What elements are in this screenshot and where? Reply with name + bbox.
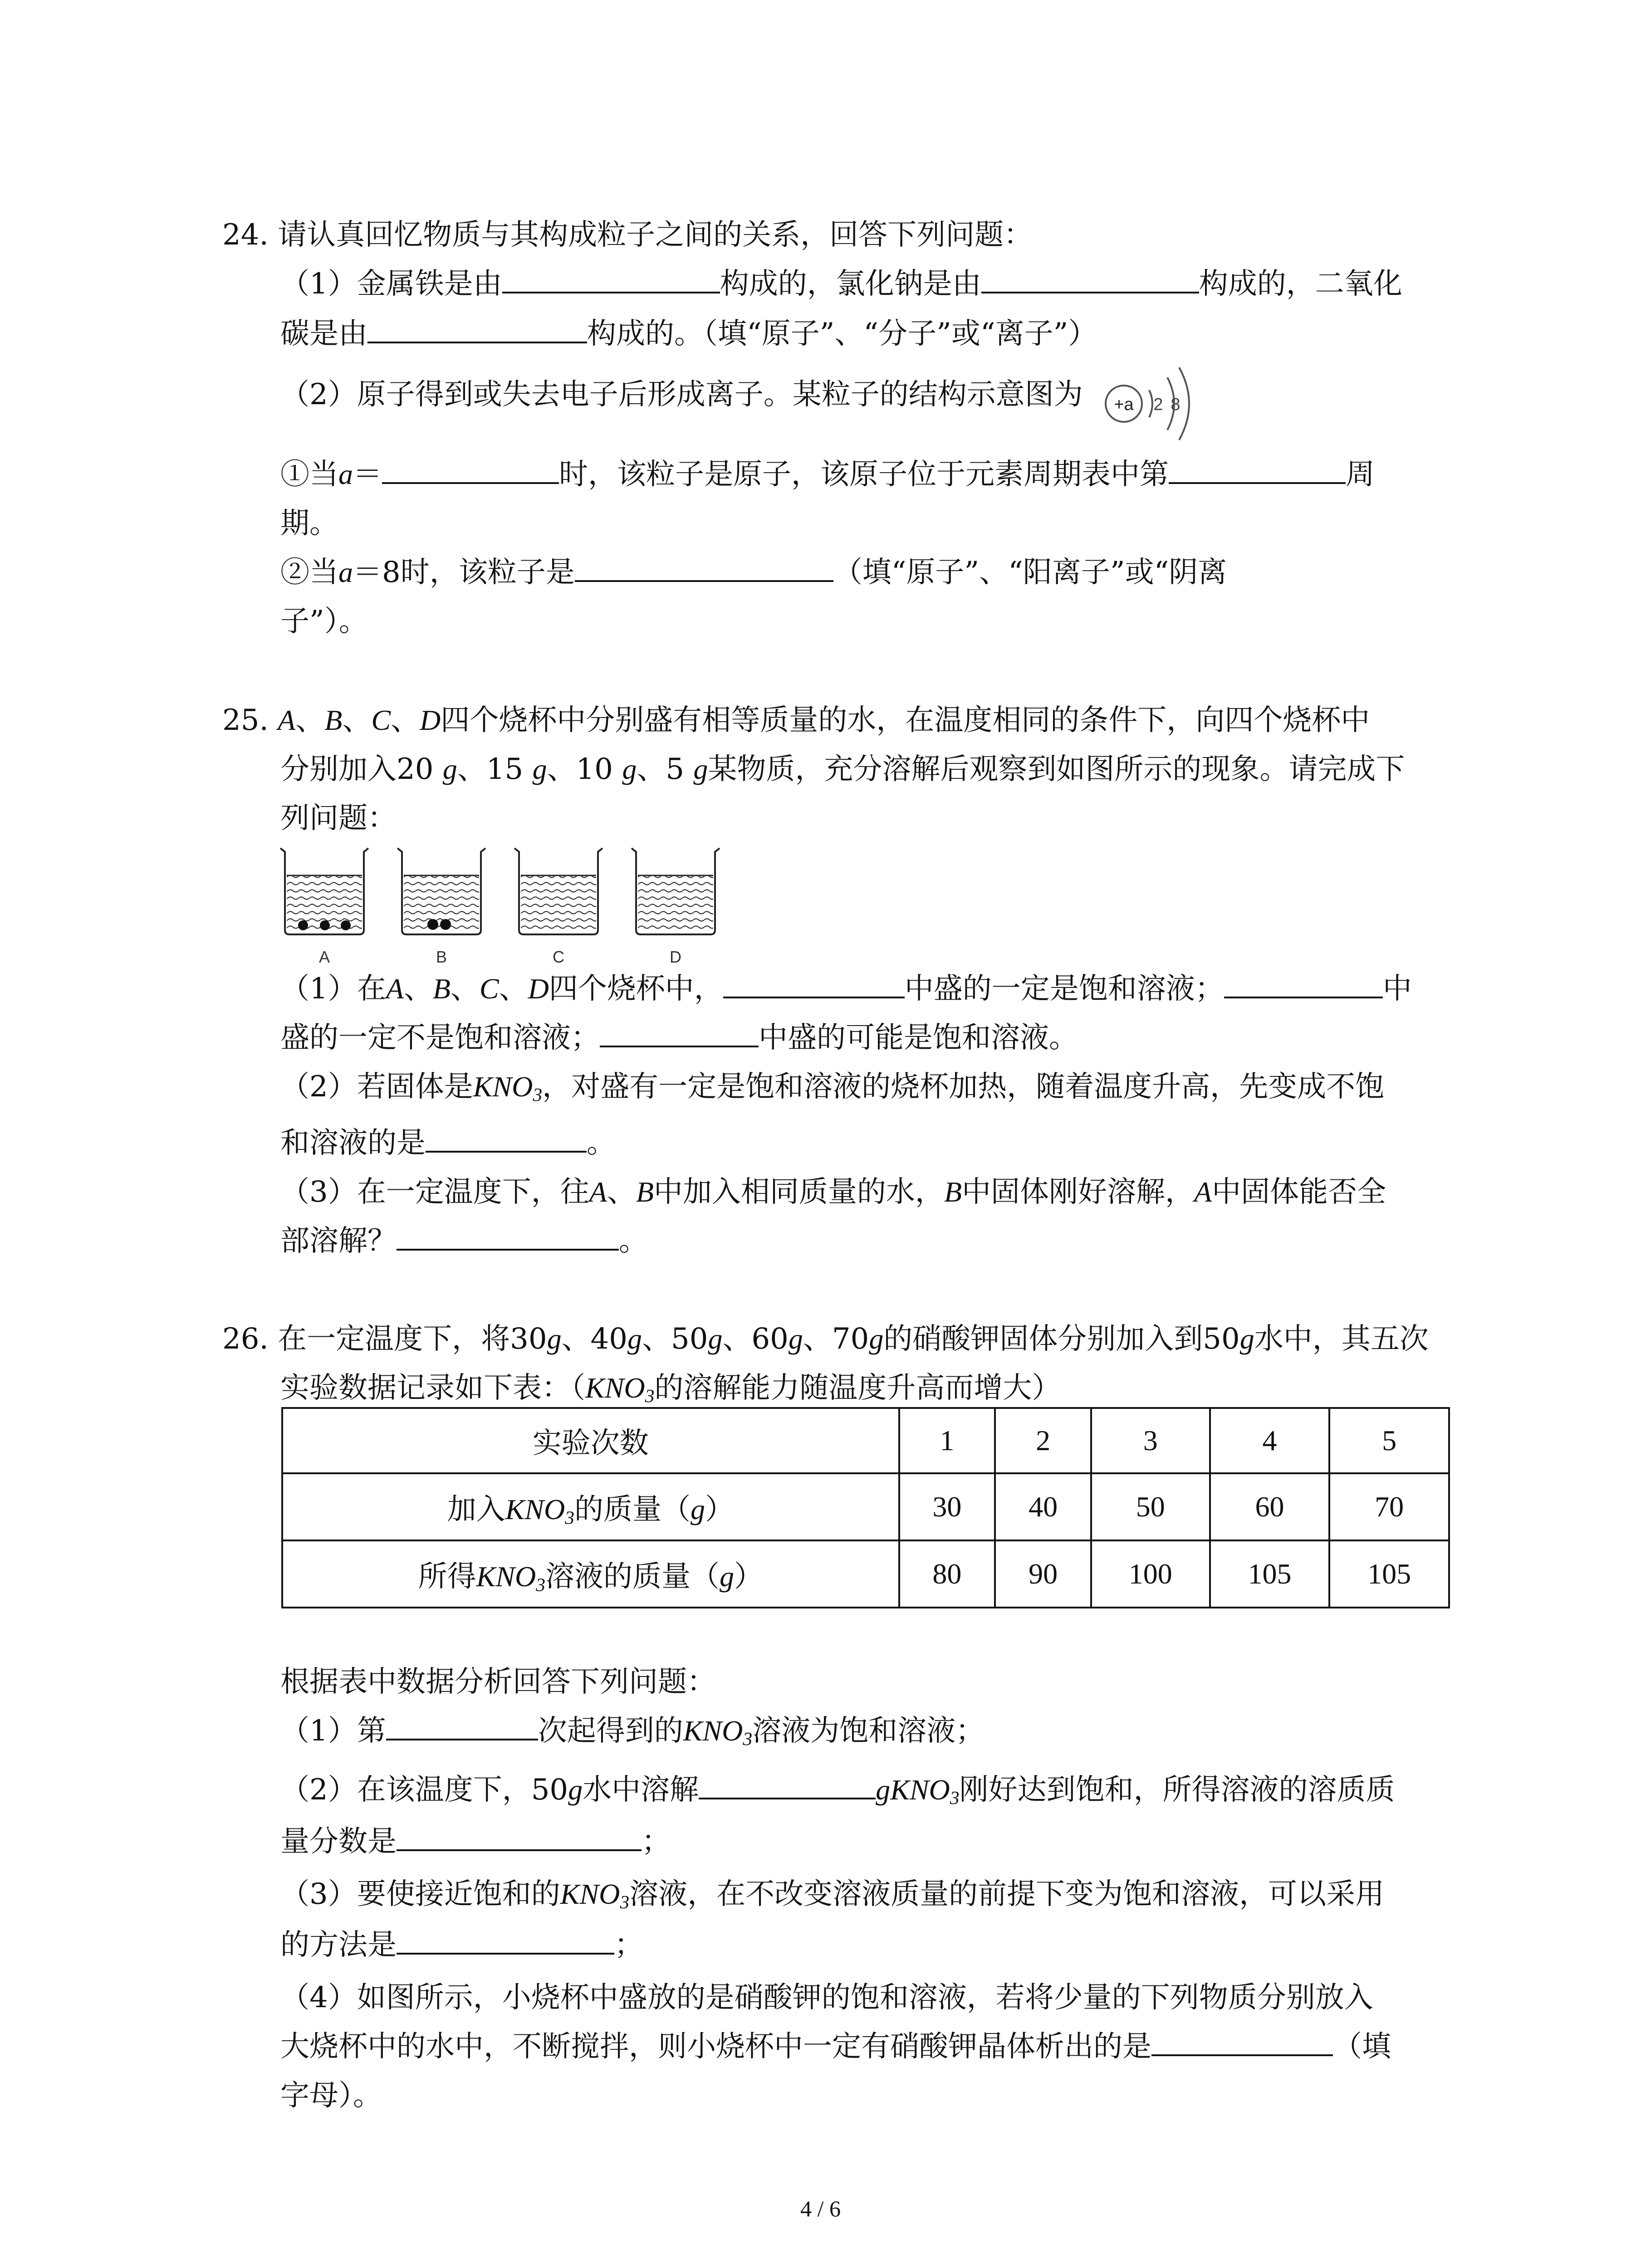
q24-blank-nacl[interactable] [981,262,1199,293]
q25-part3-line1: （3）在一定温度下，往A、B中加入相同质量的水，B中固体刚好溶解，A中固体能否全 [280,1175,1386,1209]
q24-number: 24. [222,218,269,252]
q25-part3-line2: 部溶解？ 。 [280,1218,648,1264]
q24-part1-line1: （1）金属铁是由 构成的，氯化钠是由 构成的，二氧化 [280,261,1402,307]
table-trial-3: 3 [1091,1408,1210,1473]
q25-part1-line1: （1）在A、B、C、D四个烧杯中， 中盛的一定是饱和溶液； 中 [280,966,1412,1012]
table-cell: 40 [995,1473,1091,1540]
beaker-a-solid-1 [298,920,308,930]
beaker-b-solid-1 [427,919,438,930]
q25-part1-line2: 盛的一定不是饱和溶液； 中盛的可能是饱和溶液。 [280,1015,1078,1061]
q25-blank-first-unsaturated[interactable] [426,1121,587,1153]
beaker-a-label: A [318,948,330,966]
q24-sub1-line2: 期。 [280,507,338,540]
q26-blank-trial-number[interactable] [386,1709,538,1740]
q25-number: 25. [222,704,269,737]
q25-blank-unsaturated[interactable] [1224,967,1383,998]
diagram-shell2-label: 8 [1171,395,1181,414]
q25-part2-line1: （2）若固体是$KNO_3$，对盛有一定是饱和溶液的烧杯加热，随着温度升高，先变成不饱 [280,1070,1385,1105]
beaker-d [632,848,720,966]
experiment-data-table [281,1407,1450,1608]
diagram-nucleus-label: +a [1114,395,1134,414]
table-row-label: 加入$KNO_3$的质量（g） [282,1473,899,1540]
table-cell: 50 [1091,1473,1210,1540]
q24-sub1-line1: ①当a＝ 时，该粒子是原子，该原子位于元素周期表中第 周 [280,452,1375,497]
table-trial-4: 4 [1210,1408,1330,1473]
q26-intro-line: 根据表中数据分析回答下列问题： [280,1665,716,1699]
q26-part2-line2: 量分数是 ； [280,1819,671,1864]
q24-sub2-line1: ②当a＝8时，该粒子是 （填“原子”、“阳离子”或“阴离 [280,550,1227,595]
q26-part2-line1: （2）在该温度下，50g水中溶解 gKNO$_3$刚好达到饱和，所得溶液的溶质质 [280,1767,1395,1813]
q26-blank-method[interactable] [397,1923,614,1955]
table-row-label: 所得$KNO_3$溶液的质量（g） [282,1540,899,1608]
beaker-b-solid-2 [440,919,451,930]
q24-blank-particle-type[interactable] [575,550,833,582]
q26-number: 26. [222,1322,269,1356]
table-row-added-mass [282,1473,1449,1540]
q25-line1: 25. A、B、C、D四个烧杯中分别盛有相等质量的水，在温度相同的条件下，向四个烧杯中 [222,704,1370,737]
q26-part3-line2: 的方法是 ； [280,1922,643,1968]
beaker-c [514,848,603,966]
q24-stem-line [222,212,1033,258]
q24-part1-line2: 碳是由 构成的。（填“原子”、“分子”或“离子”） [280,311,1097,357]
q24-part2-line: （2）原子得到或失去电子后形成离子。某粒子的结构示意图为 [280,378,1083,411]
q26-part3-line1: （3）要使接近饱和的$KNO_3$溶液，在不改变溶液质量的前提下变为饱和溶液，可以采用 [280,1877,1385,1913]
q26-part4-line1: （4）如图所示，小烧杯中盛放的是硝酸钾的饱和溶液，若将少量的下列物质分别放入 [280,1981,1373,2014]
table-cell: 60 [1210,1473,1330,1540]
atom-structure-diagram [1100,358,1205,449]
beaker-b [397,848,485,966]
diagram-shell1-label: 2 [1153,395,1163,414]
q24-blank-co2[interactable] [367,312,587,343]
table-cell: 105 [1329,1540,1449,1608]
table-header-row [282,1408,1449,1473]
q25-blank-maybe-saturated[interactable] [600,1016,759,1047]
q24-blank-a-value[interactable] [382,452,559,484]
q25-line3: 列问题： [280,802,397,835]
page-number: 4 / 6 [800,2196,841,2221]
table-trial-5: 5 [1329,1408,1449,1473]
beaker-d-label: D [670,948,681,966]
q26-part4-line3: 字母）。 [280,2079,382,2112]
table-cell: 105 [1210,1540,1330,1608]
q24-blank-iron[interactable] [502,262,720,293]
q26-part1-line: （1）第 次起得到的$KNO_3$溶液为饱和溶液； [280,1708,985,1754]
table-cell: 100 [1091,1540,1210,1608]
q25-blank-dissolve[interactable] [397,1219,619,1251]
beaker-b-label: B [436,948,447,966]
beaker-c-label: C [553,948,564,966]
q24-blank-period[interactable] [1169,452,1346,484]
table-row-solution-mass [282,1540,1449,1608]
q26-blank-dissolved-mass[interactable] [699,1768,876,1799]
table-cell: 90 [995,1540,1091,1608]
q26-part4-line2: 大烧杯中的水中，不断搅拌，则小烧杯中一定有硝酸钾晶体析出的是 （填 [280,2024,1391,2069]
q24-stem: 请认真回忆物质与其构成粒子之间的关系，回答下列问题： [278,218,1033,252]
q24-sub2-line2: 子”）。 [280,605,368,638]
q25-part2-line2: 和溶液的是 。 [280,1120,616,1166]
q26-line2: 实验数据记录如下表：（$KNO_3$的溶解能力随温度升高而增大） [280,1371,1061,1407]
table-cell: 80 [899,1540,995,1608]
q26-blank-mass-fraction[interactable] [397,1819,642,1851]
beakers-figure [277,844,726,975]
table-cell: 70 [1329,1473,1449,1540]
q25-line2: 分别加入20 g、15 g、10 g、5 g某物质，充分溶解后观察到如图所示的现象。请完成下 [280,753,1405,786]
q25-blank-saturated[interactable] [723,967,905,998]
table-trial-1: 1 [899,1408,995,1473]
beaker-a [280,848,368,966]
beaker-a-solid-3 [341,920,351,930]
table-cell: 30 [899,1473,995,1540]
q26-line1: 26. 在一定温度下，将30g、40g、50g、60g、70g的硝酸钾固体分别加入到50g水中，其五次 [222,1322,1429,1356]
table-trial-2: 2 [995,1408,1091,1473]
beaker-a-solid-2 [320,920,330,930]
table-header-label: 实验次数 [282,1408,899,1473]
q26-blank-answer-letter[interactable] [1151,2024,1333,2056]
